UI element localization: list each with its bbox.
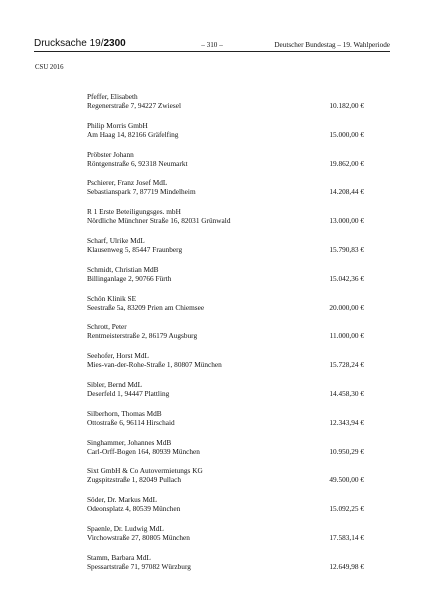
page-number: – 310 – <box>201 41 223 49</box>
donor-name: Pfeffer, Elisabeth <box>87 92 138 101</box>
list-item <box>87 121 364 150</box>
list-item <box>87 92 364 121</box>
donor-address: Mies-van-der-Rohe-Straße 1, 80807 München <box>87 360 222 370</box>
donor-address: Rentmeisterstraße 2, 86179 Augsburg <box>87 331 198 341</box>
donor-name: Söder, Dr. Markus MdL <box>87 495 158 505</box>
donation-amount: 19.862,00 € <box>329 158 364 168</box>
donation-amount: 15.042,36 € <box>329 273 364 283</box>
list-item <box>87 178 364 207</box>
donor-address: Spessartstraße 71, 97082 Würzburg <box>87 561 191 571</box>
donor-name: Seehofer, Horst MdL <box>87 351 149 361</box>
donor-address: Nördliche Münchner Straße 16, 82031 Grünwald <box>87 216 231 226</box>
donor-name: R 1 Erste Beteiligungsges. mbH <box>87 207 181 217</box>
donation-amount: 15.790,83 € <box>329 244 364 254</box>
donation-amount: 20.000,00 € <box>329 302 364 312</box>
page-header <box>34 37 390 52</box>
donation-amount: 12.649,98 € <box>329 561 364 571</box>
donation-amount: 14.208,44 € <box>329 187 364 197</box>
list-item <box>87 553 364 582</box>
donation-amount: 12.343,94 € <box>329 417 364 427</box>
donor-address: Sebastianspark 7, 87719 Mindelheim <box>87 187 196 197</box>
list-item <box>87 265 364 294</box>
donor-name: Schmidt, Christian MdB <box>87 264 159 274</box>
legislative-period: Deutscher Bundestag – 19. Wahlperiode <box>274 41 390 49</box>
document-number: 2300 <box>103 38 126 49</box>
donor-address: Seestraße 5a, 83209 Prien am Chiemsee <box>87 302 205 312</box>
list-item <box>87 495 364 524</box>
donor-address: Klausenweg 5, 85447 Fraunberg <box>87 244 183 254</box>
donor-address: Ottostraße 6, 96114 Hirschaid <box>87 417 175 427</box>
list-item <box>87 438 364 467</box>
donation-amount: 15.000,00 € <box>329 129 364 139</box>
donor-address: Odeonsplatz 4, 80539 München <box>87 504 181 514</box>
donor-address: Virchowstraße 27, 80805 München <box>87 532 190 542</box>
donor-name: Sixt GmbH & Co Autovermietungs KG <box>87 466 203 476</box>
donation-amount: 10.182,00 € <box>329 101 364 110</box>
donor-name: Philip Morris GmbH <box>87 120 148 130</box>
donor-name: Schön Klinik SE <box>87 293 137 303</box>
donation-amount: 17.583,14 € <box>329 532 364 542</box>
donor-address: Zugspitzstraße 1, 82049 Pullach <box>87 475 182 485</box>
list-item <box>87 466 364 495</box>
list-item <box>87 150 364 179</box>
list-item <box>87 236 364 265</box>
list-item <box>87 294 364 323</box>
donor-address: Carl-Orff-Bogen 164, 80939 München <box>87 446 200 456</box>
donor-name: Sibler, Bernd MdL <box>87 379 143 389</box>
donor-address: Regenerstraße 7, 94227 Zwiesel <box>87 101 182 110</box>
donation-amount: 14.458,30 € <box>329 388 364 398</box>
list-item <box>87 322 364 351</box>
list-item <box>87 207 364 236</box>
donor-list <box>87 92 364 582</box>
donation-amount: 10.950,29 € <box>329 446 364 456</box>
donor-name: Scharf, Ulrike MdL <box>87 235 145 245</box>
donor-name: Silberhorn, Thomas MdB <box>87 408 162 418</box>
list-item <box>87 351 364 380</box>
party-label: CSU 2016 <box>35 64 64 71</box>
donation-amount: 11.000,00 € <box>329 331 364 341</box>
donor-address: Deserfeld 1, 94447 Plattling <box>87 388 170 398</box>
donor-name: Stamm, Barbara MdL <box>87 552 151 562</box>
donor-name: Singhammer, Johannes MdB <box>87 437 172 447</box>
donation-amount: 49.500,00 € <box>329 475 364 485</box>
donor-name: Spaenle, Dr. Ludwig MdL <box>87 523 164 533</box>
list-item <box>87 409 364 438</box>
document-prefix: Drucksache 19/ <box>34 38 104 49</box>
donor-address: Am Haag 14, 82166 Gräfelfing <box>87 129 179 139</box>
donation-amount: 15.728,24 € <box>329 360 364 370</box>
donor-name: Pschierer, Franz Josef MdL <box>87 178 168 188</box>
donation-amount: 15.092,25 € <box>329 504 364 514</box>
list-item <box>87 380 364 409</box>
donor-name: Pröbster Johann <box>87 149 134 159</box>
donor-address: Billinganlage 2, 90766 Fürth <box>87 273 172 283</box>
donor-address: Röntgenstraße 6, 92318 Neumarkt <box>87 158 188 168</box>
list-item <box>87 524 364 553</box>
donation-amount: 13.000,00 € <box>329 216 364 226</box>
donor-name: Schrott, Peter <box>87 322 127 332</box>
